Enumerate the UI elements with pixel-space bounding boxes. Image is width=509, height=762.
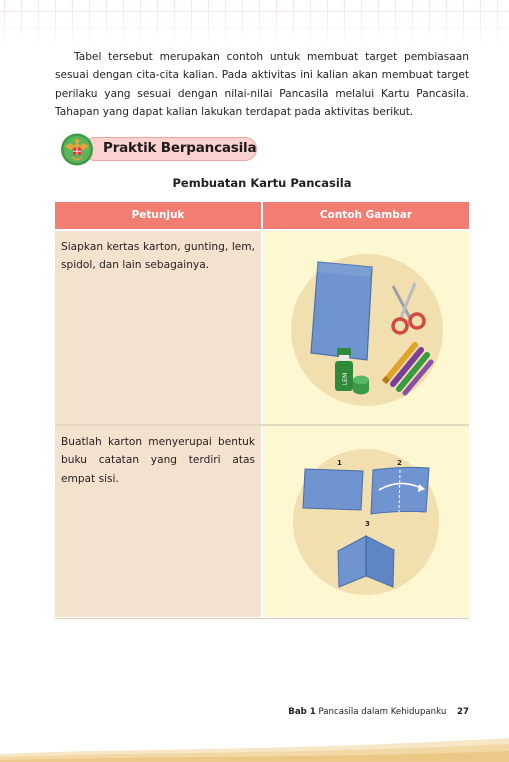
garuda-emblem-icon <box>57 133 97 166</box>
grid-background <box>0 0 509 48</box>
folding-card-icon <box>371 467 429 514</box>
step-label: 1 <box>337 459 342 467</box>
cardboard-sheet-icon <box>311 262 372 360</box>
footer-chapter: Bab 1 <box>288 707 316 717</box>
page-footer <box>288 707 469 717</box>
page-number: 27 <box>457 707 469 717</box>
instruction-text: Buatlah karton menyerupai bentuk buku catatan yang terdiri atas empat sisi. <box>61 436 255 485</box>
instruction-text: Siapkan kertas karton, gunting, lem, spidol, dan lain sebagainya. <box>61 241 255 272</box>
table-cell-instruction <box>55 426 261 617</box>
section-badge-label: Praktik Berpancasila <box>103 140 257 156</box>
activity-table <box>55 202 469 619</box>
table-header-instructions: Petunjuk <box>55 202 261 229</box>
footer-chapter-title: Pancasila dalam Kehidupanku <box>318 707 447 717</box>
glue-stick-label: LEM <box>342 372 349 386</box>
table-title: Pembuatan Kartu Pancasila <box>172 176 352 190</box>
step-label: 3 <box>365 520 370 528</box>
table-cell-instruction <box>55 231 261 424</box>
materials-illustration <box>263 231 469 424</box>
step-label: 2 <box>397 459 402 467</box>
section-badge <box>57 133 259 166</box>
decorative-wave <box>0 726 509 762</box>
table-cell-image <box>263 231 469 424</box>
intro-paragraph: Tabel tersebut merupakan contoh untuk membuat target pembiasaan sesuai dengan cita-cita kalian. Pada aktivitas ini kalian akan membuat target perilaku yang sesuai dengan nilai-nilai Pancasila melalui Kartu Pancasila. Tahapan yang dapat kalian lakukan terdapat pada aktivitas berikut. <box>55 51 469 118</box>
table-header-example-image: Contoh Gambar <box>263 202 469 229</box>
table-cell-image <box>263 426 469 617</box>
flat-card-icon <box>303 469 363 510</box>
folding-steps-illustration <box>263 426 469 617</box>
